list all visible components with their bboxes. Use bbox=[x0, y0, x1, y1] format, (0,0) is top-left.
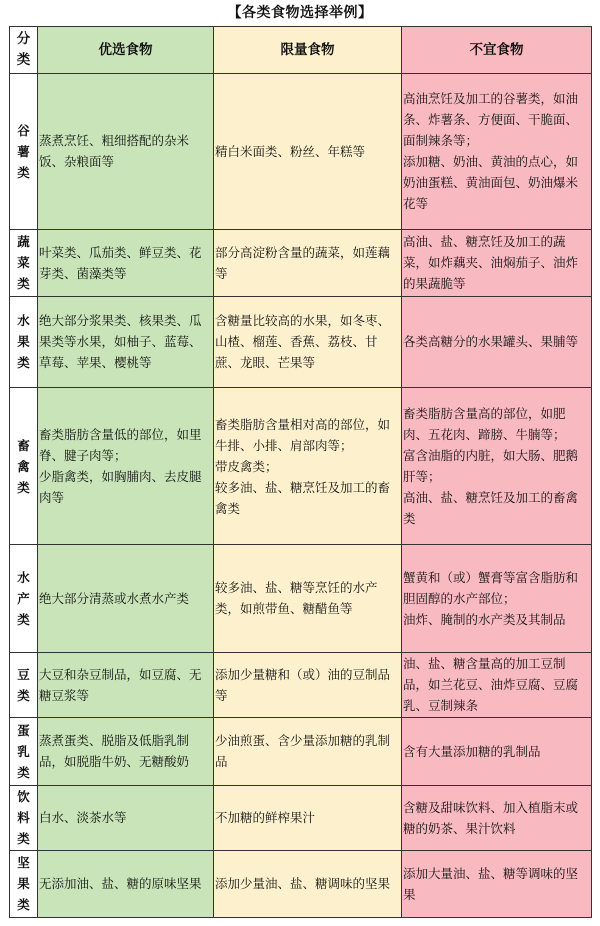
table-row bbox=[10, 850, 592, 917]
preferred-food-cell: 叶菜类、瓜茄类、鲜豆类、花芽类、菌藻类等 bbox=[38, 229, 214, 296]
table-row bbox=[10, 717, 592, 785]
table-row bbox=[10, 785, 592, 850]
limited-food-cell: 添加少量油、盐、糖调味的坚果 bbox=[214, 850, 402, 917]
header-preferred: 优选食物 bbox=[38, 27, 214, 74]
table-row bbox=[10, 74, 592, 230]
avoid-food-cell: 添加大量油、盐、糖等调味的坚果 bbox=[402, 850, 592, 917]
avoid-food-cell: 蟹黄和（或）蟹膏等富含脂肪和胆固醇的水产部位； 油炸、腌制的水产类及其制品 bbox=[402, 544, 592, 652]
table-row bbox=[10, 544, 592, 652]
preferred-food-cell: 大豆和杂豆制品，如豆腐、无糖豆浆等 bbox=[38, 652, 214, 717]
category-cell: 水产类 bbox=[10, 544, 38, 652]
header-category: 分类 bbox=[10, 27, 38, 74]
preferred-food-cell: 绝大部分清蒸或水煮水产类 bbox=[38, 544, 214, 652]
category-cell: 豆类 bbox=[10, 652, 38, 717]
preferred-food-cell: 白水、淡茶水等 bbox=[38, 785, 214, 850]
table-header-row bbox=[10, 27, 592, 74]
avoid-food-cell: 含有大量添加糖的乳制品 bbox=[402, 717, 592, 785]
avoid-food-cell: 油、盐、糖含量高的加工豆制品，如兰花豆、油炸豆腐、豆腐乳、豆制辣条 bbox=[402, 652, 592, 717]
category-cell: 饮料类 bbox=[10, 785, 38, 850]
preferred-food-cell: 无添加油、盐、糖的原味坚果 bbox=[38, 850, 214, 917]
category-cell: 畜禽类 bbox=[10, 388, 38, 545]
header-limited: 限量食物 bbox=[214, 27, 402, 74]
limited-food-cell: 精白米面类、粉丝、年糕等 bbox=[214, 74, 402, 230]
table-row bbox=[10, 388, 592, 545]
limited-food-cell: 少油煎蛋、含少量添加糖的乳制品 bbox=[214, 717, 402, 785]
preferred-food-cell: 蒸煮蛋类、脱脂及低脂乳制品，如脱脂牛奶、无糖酸奶 bbox=[38, 717, 214, 785]
preferred-food-cell: 蒸煮烹饪、粗细搭配的杂米饭、杂粮面等 bbox=[38, 74, 214, 230]
limited-food-cell: 较多油、盐、糖等烹饪的水产类，如煎带鱼、糖醋鱼等 bbox=[214, 544, 402, 652]
avoid-food-cell: 高油、盐、糖烹饪及加工的蔬菜，如炸藕夹、油焖茄子、油炸的果蔬脆等 bbox=[402, 229, 592, 296]
page-title: 【各类食物选择举例】 bbox=[227, 5, 373, 21]
header-avoid: 不宜食物 bbox=[402, 27, 592, 74]
table-row bbox=[10, 229, 592, 296]
avoid-food-cell: 高油烹饪及加工的谷薯类，如油条、炸薯条、方便面、干脆面、面制辣条等； 添加糖、奶油、黄油的点心，如奶油蛋糕、黄油面包、奶油爆米花等 bbox=[402, 74, 592, 230]
food-selection-table bbox=[9, 26, 592, 918]
limited-food-cell: 畜类脂肪含量相对高的部位，如牛排、小排、肩部肉等； 带皮禽类； 较多油、盐、糖烹饪及加工的畜禽类 bbox=[214, 388, 402, 545]
limited-food-cell: 含糖量比较高的水果，如冬枣、山楂、榴莲、香蕉、荔枝、甘蔗、龙眼、芒果等 bbox=[214, 296, 402, 388]
avoid-food-cell: 含糖及甜味饮料、加入植脂末或糖的奶茶、果汁饮料 bbox=[402, 785, 592, 850]
category-cell: 谷薯类 bbox=[10, 74, 38, 230]
avoid-food-cell: 各类高糖分的水果罐头、果脯等 bbox=[402, 296, 592, 388]
limited-food-cell: 不加糖的鲜榨果汁 bbox=[214, 785, 402, 850]
limited-food-cell: 部分高淀粉含量的蔬菜，如莲藕等 bbox=[214, 229, 402, 296]
preferred-food-cell: 畜类脂肪含量低的部位，如里脊、腱子肉等； 少脂禽类，如胸脯肉、去皮腿肉等 bbox=[38, 388, 214, 545]
limited-food-cell: 添加少量糖和（或）油的豆制品等 bbox=[214, 652, 402, 717]
table-row bbox=[10, 296, 592, 388]
category-cell: 蔬菜类 bbox=[10, 229, 38, 296]
category-cell: 水果类 bbox=[10, 296, 38, 388]
avoid-food-cell: 畜类脂肪含量高的部位，如肥肉、五花肉、蹄膀、牛腩等； 富含油脂的内脏，如大肠、肥鹅肝等； 高油、盐、糖烹饪及加工的畜禽类 bbox=[402, 388, 592, 545]
table-row bbox=[10, 652, 592, 717]
preferred-food-cell: 绝大部分浆果类、核果类、瓜果类等水果，如柚子、蓝莓、草莓、苹果、樱桃等 bbox=[38, 296, 214, 388]
category-cell: 坚果类 bbox=[10, 850, 38, 917]
category-cell: 蛋乳类 bbox=[10, 717, 38, 785]
